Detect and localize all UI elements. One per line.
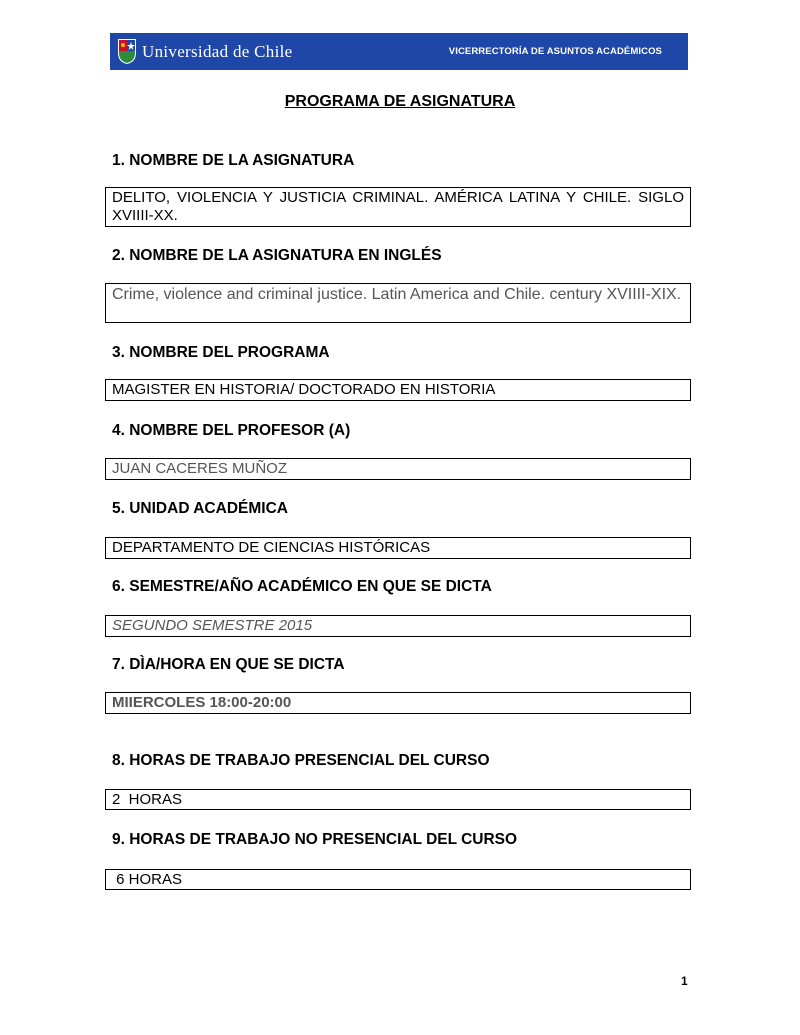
section-6-heading: 6. SEMESTRE/AÑO ACADÉMICO EN QUE SE DICTA <box>112 578 492 595</box>
section-5-value: DEPARTAMENTO DE CIENCIAS HISTÓRICAS <box>105 537 691 559</box>
section-4-value: JUAN CACERES MUÑOZ <box>105 458 691 480</box>
section-6-value: SEGUNDO SEMESTRE 2015 <box>105 615 691 637</box>
section-2-heading: 2. NOMBRE DE LA ASIGNATURA EN INGLÉS <box>112 247 442 264</box>
section-1-heading: 1. NOMBRE DE LA ASIGNATURA <box>112 152 355 169</box>
section-2-value: Crime, violence and criminal justice. Latin America and Chile. century XVIIII-XIX. <box>105 283 691 323</box>
page-title: PROGRAMA DE ASIGNATURA <box>284 93 516 110</box>
university-name: Universidad de Chile <box>142 42 293 61</box>
office-name: VICERRECTORÍA DE ASUNTOS ACADÉMICOS <box>448 46 662 57</box>
section-8-value: 2 HORAS <box>105 789 691 810</box>
section-7-value: MIIERCOLES 18:00-20:00 <box>105 692 691 714</box>
header-banner <box>110 33 688 70</box>
section-7-heading: 7. DÌA/HORA EN QUE SE DICTA <box>112 656 345 673</box>
section-1-value: DELITO, VIOLENCIA Y JUSTICIA CRIMINAL. AMÉRICA LATINA Y CHILE. SIGLO XVIIII-XX. <box>105 187 691 227</box>
section-5-heading: 5. UNIDAD ACADÉMICA <box>112 500 288 517</box>
section-4-heading: 4. NOMBRE DEL PROFESOR (A) <box>112 422 351 439</box>
section-3-heading: 3. NOMBRE DEL PROGRAMA <box>112 344 330 361</box>
section-3-value: MAGISTER EN HISTORIA/ DOCTORADO EN HISTORIA <box>105 379 691 401</box>
section-8-heading: 8. HORAS DE TRABAJO PRESENCIAL DEL CURSO <box>112 752 490 769</box>
university-crest-icon <box>117 37 137 65</box>
section-9-heading: 9. HORAS DE TRABAJO NO PRESENCIAL DEL CURSO <box>112 831 518 848</box>
page-number: 1 <box>681 974 688 988</box>
section-9-value: 6 HORAS <box>105 869 691 890</box>
